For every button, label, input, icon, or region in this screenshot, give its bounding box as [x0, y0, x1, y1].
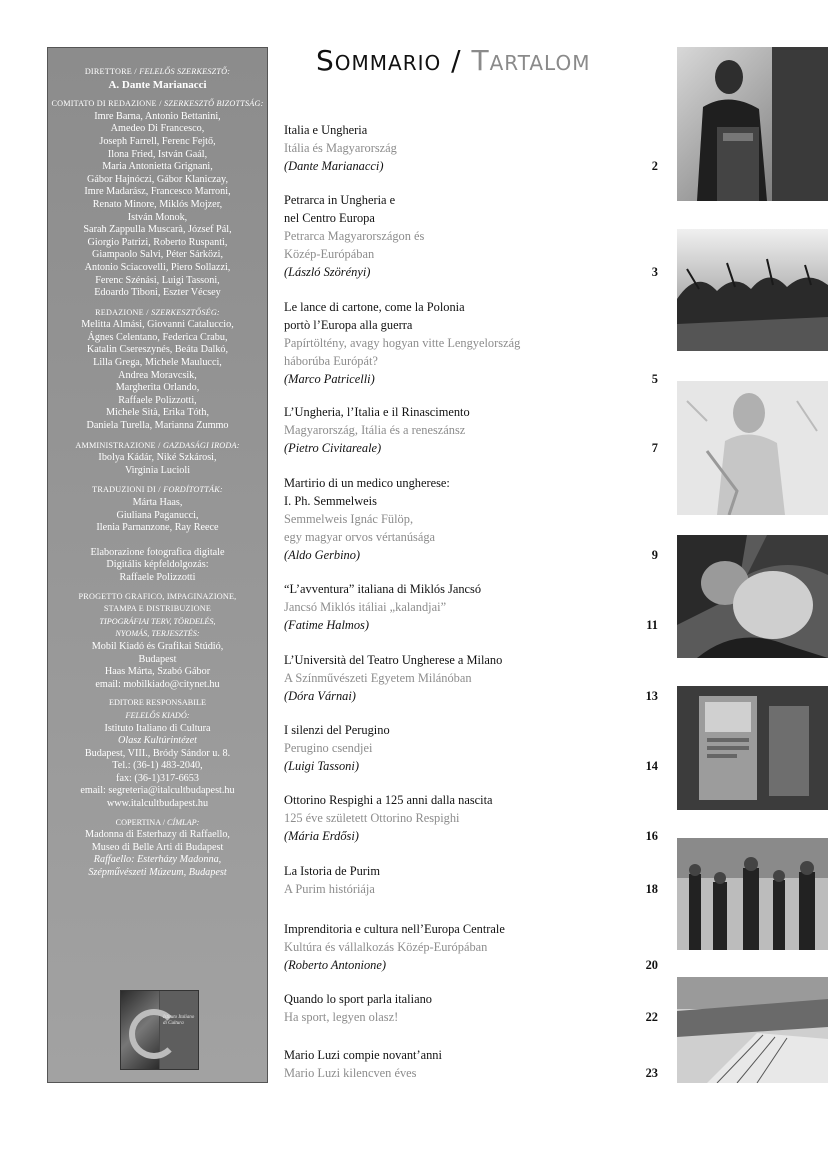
masthead-line: Ágnes Celentano, Federica Crabu, — [87, 331, 228, 343]
toc-entry[interactable] — [284, 990, 658, 1026]
masthead-block — [48, 97, 267, 300]
toc-page-number: 9 — [651, 548, 658, 562]
toc-author: (László Szörényi) — [284, 265, 371, 279]
heading-separator: / — [155, 439, 163, 450]
toc-entry[interactable] — [284, 1046, 658, 1082]
masthead-heading — [48, 306, 267, 320]
toc-entry[interactable] — [284, 121, 658, 175]
masthead-heading-hu: NYOMÁS, TERJESZTÉS: — [115, 629, 200, 639]
masthead-line: Budapest, VIII., Bródy Sándor u. 8. — [84, 747, 231, 759]
toc-page-number: 20 — [645, 958, 658, 972]
masthead-panel — [47, 47, 268, 1083]
masthead-heading-hu: GAZDASÁGI IRODA: — [162, 440, 240, 450]
logo-lettering: Istituto Italiano di Cultura — [163, 1015, 195, 1026]
toc-title-italian: Le lance di cartone, come la Polonia — [284, 300, 465, 314]
toc-page-number: 3 — [651, 265, 658, 279]
masthead-line: Gábor Hajnóczi, Gábor Klaniczay, — [86, 173, 229, 185]
masthead-line: Szépművészeti Múzeum, Budapest — [88, 867, 227, 879]
toc-entry[interactable] — [284, 298, 658, 388]
toc-entry[interactable] — [284, 791, 658, 845]
masthead-line: fax: (36-1)317-6653 — [116, 772, 199, 784]
toc-author: (Pietro Civitareale) — [284, 441, 382, 455]
masthead-heading-it: AMMINISTRAZIONE — [75, 440, 156, 450]
toc-title-italian: Italia e Ungheria — [284, 123, 368, 137]
masthead-line: Raffaele Polizzotti — [119, 571, 196, 583]
toc-title-hungarian: háborúba Európát? — [284, 354, 378, 368]
toc-title-italian: Imprenditoria e cultura nell’Europa Centrale — [284, 922, 505, 936]
masthead-heading — [48, 97, 267, 111]
toc-title-hungarian: 125 éve született Ottorino Respighi — [284, 811, 460, 825]
toc-title-italian: Martirio di un medico ungherese: — [284, 476, 450, 490]
toc-page-number: 5 — [651, 372, 658, 386]
toc-title-hungarian: Papírtöltény, avagy hogyan vitte Lengyelország — [284, 336, 521, 350]
title-italian: Sommario — [316, 44, 442, 77]
photo-speaker — [677, 47, 828, 201]
masthead-line: Melitta Almási, Giovanni Cataluccio, — [81, 319, 234, 331]
toc-page-number: 13 — [645, 689, 658, 703]
toc-title-hungarian: A Színművészeti Egyetem Milánóban — [284, 671, 472, 685]
masthead-line: Istituto Italiano di Cultura — [104, 722, 211, 734]
photo-cavalry — [677, 229, 828, 351]
masthead-heading: STAMPA E DISTRIBUZIONE — [103, 604, 212, 614]
masthead-line: www.italcultbudapest.hu — [106, 798, 209, 810]
toc-title-hungarian: egy magyar orvos vértanúsága — [284, 530, 436, 544]
toc-title-hungarian: Petrarca Magyarországon és — [284, 229, 425, 243]
masthead-heading-hu: FELELŐS KIADÓ: — [125, 710, 190, 720]
masthead-heading-it: TRADUZIONI DI — [92, 485, 156, 495]
masthead-line: Ferenc Szénási, Luigi Tassoni, — [95, 274, 220, 286]
masthead-heading — [48, 65, 267, 79]
toc-page-number: 22 — [645, 1010, 658, 1024]
masthead-heading-it: REDAZIONE — [95, 307, 144, 317]
masthead-heading — [48, 439, 267, 453]
toc-title-italian: I silenzi del Perugino — [284, 723, 390, 737]
masthead-line: Antonio Sciacovelli, Piero Sollazzi, — [84, 261, 231, 273]
toc-title-italian: L’Ungheria, l’Italia e il Rinascimento — [284, 405, 470, 419]
toc-title-italian: Ottorino Respighi a 125 anni dalla nascita — [284, 793, 493, 807]
masthead-heading-hu: FELELŐS SZERKESZTŐ: — [139, 67, 231, 76]
toc-entry[interactable] — [284, 191, 658, 281]
toc-entry[interactable] — [284, 721, 658, 775]
masthead-heading-hu: SZERKESZTŐ BIZOTTSÁG: — [164, 99, 264, 109]
toc-title-hungarian: Kultúra és vállalkozás Közép-Európában — [284, 940, 488, 954]
toc-author: (Roberto Antonione) — [284, 958, 386, 972]
masthead-line: Budapest — [138, 653, 177, 665]
toc-title-italian: Quando lo sport parla italiano — [284, 992, 432, 1006]
masthead-line: Elaborazione fotografica digitale — [90, 546, 225, 558]
title-separator: / — [441, 44, 472, 77]
masthead-block — [48, 483, 267, 534]
masthead-line: Digitális képfeldolgozás: — [106, 559, 209, 571]
toc-author: (Dante Marianacci) — [284, 159, 384, 173]
masthead-block — [48, 65, 267, 91]
heading-separator: / — [156, 98, 165, 109]
masthead-publisher — [48, 697, 267, 810]
masthead-heading-hu: SZERKESZTŐSÉG: — [151, 307, 220, 317]
masthead-line: Giorgio Patrizi, Roberto Ruspanti, — [87, 236, 228, 248]
masthead-line: Lilla Grega, Michele Maulucci, — [93, 357, 222, 369]
toc-author: (Aldo Gerbino) — [284, 548, 361, 562]
toc-title-hungarian: Itália és Magyarország — [284, 141, 397, 155]
masthead-line: Giampaolo Salvi, Péter Sárközi, — [92, 249, 223, 261]
masthead-line: Imre Madarász, Francesco Marroni, — [84, 186, 231, 198]
masthead-line: Mobil Kiadó és Grafikai Stúdió, — [91, 640, 224, 652]
toc-title-italian: Mario Luzi compie novant’anni — [284, 1048, 442, 1062]
masthead-line: Maria Antonietta Grignani, — [102, 161, 213, 173]
masthead-heading-hu: TIPOGRÁFIAI TERV, TÖRDELÉS, — [99, 616, 216, 626]
toc-title-italian: I. Ph. Semmelweis — [284, 494, 377, 508]
masthead-line: Tel.: (36-1) 483-2040, — [112, 760, 203, 772]
masthead-heading-it: COPERTINA — [115, 817, 161, 827]
masthead-heading-hu: FORDÍTOTTÁK: — [163, 485, 223, 495]
toc-title-italian: L’Università del Teatro Ungherese a Milano — [284, 653, 503, 667]
masthead-line: Renato Minore, Miklós Mojzer, — [92, 198, 223, 210]
masthead-line: Haas Márta, Szabó Gábor — [104, 666, 211, 678]
masthead-line: A. Dante Marianacci — [108, 78, 207, 91]
toc-title-hungarian: Semmelweis Ignác Fülöp, — [284, 512, 414, 526]
toc-title-italian: La Istoria de Purim — [284, 864, 381, 878]
masthead-line: Michele Sità, Erika Tóth, — [105, 407, 210, 419]
masthead-line: Raffaele Polizzotti, — [118, 394, 197, 406]
masthead-line: Amedeo Di Francesco, — [110, 123, 205, 135]
photo-portrait-sketch — [677, 381, 828, 515]
photo-stadium — [677, 977, 828, 1083]
heading-separator: / — [131, 66, 140, 76]
masthead-line: email: mobilkiado@citynet.hu — [95, 678, 220, 690]
photo-film-still — [677, 535, 828, 658]
masthead-heading-it: DIRETTORE — [84, 67, 132, 76]
toc-page-number: 23 — [645, 1066, 658, 1080]
masthead-line: Virginia Lucioli — [124, 464, 191, 476]
toc-title-hungarian: Magyarország, Itália és a reneszánsz — [284, 423, 466, 437]
toc-page-number: 16 — [645, 829, 658, 843]
toc-author: (Luigi Tassoni) — [284, 759, 359, 773]
masthead-heading-it: COMITATO DI REDAZIONE — [51, 99, 157, 109]
masthead-line: Joseph Farrell, Ferenc Fejtő, — [99, 135, 216, 147]
masthead-line: Museo di Belle Arti di Budapest — [91, 841, 224, 853]
toc-title-hungarian: Jancsó Miklós itáliai „kalandjai” — [284, 600, 447, 614]
masthead-line: Imre Barna, Antonio Bettanini, — [94, 110, 221, 122]
toc-author: (Mária Erdősi) — [284, 829, 359, 843]
heading-separator: / — [160, 817, 168, 827]
page-title — [316, 44, 590, 77]
masthead-line: email: segreteria@italcultbudapest.hu — [80, 785, 235, 797]
toc-entry[interactable] — [284, 403, 658, 457]
toc-title-hungarian: Ha sport, legyen olasz! — [284, 1010, 399, 1024]
toc-author: (Marco Patricelli) — [284, 372, 375, 386]
masthead-photo-credit — [48, 547, 267, 585]
toc-title-italian: nel Centro Europa — [284, 211, 375, 225]
masthead-line: Margherita Orlando, — [115, 382, 200, 394]
masthead-line: István Monok, — [127, 211, 188, 223]
masthead-line: Olasz Kultúrintézet — [118, 735, 197, 747]
photo-crowd — [677, 838, 828, 950]
masthead-line: Raffaello: Esterházy Madonna, — [93, 854, 222, 866]
toc-author: (Dóra Várnai) — [284, 689, 356, 703]
masthead-line: Sarah Zappulla Muscarà, József Pál, — [83, 224, 232, 236]
title-hungarian: Tartalom — [471, 44, 591, 77]
masthead-graphic — [48, 591, 267, 692]
toc-page-number: 7 — [651, 441, 658, 455]
masthead-heading — [48, 483, 267, 497]
masthead-block — [48, 439, 267, 478]
masthead-heading: PROGETTO GRAFICO, IMPAGINAZIONE, — [78, 591, 237, 601]
masthead-cover — [48, 817, 267, 880]
masthead-line: Daniela Turella, Marianna Zummo — [86, 420, 229, 432]
toc-title-italian: portò l’Europa alla guerra — [284, 318, 413, 332]
toc-title-italian: Petrarca in Ungheria e — [284, 193, 396, 207]
masthead-line: Edoardo Tiboni, Eszter Vécsey — [94, 287, 221, 299]
masthead-heading: EDITORE RESPONSABILE — [109, 698, 206, 708]
toc-page-number: 2 — [651, 159, 658, 173]
toc-page-number: 11 — [646, 618, 658, 632]
toc-entry[interactable] — [284, 651, 658, 705]
masthead-heading-hu: CÍMLAP: — [167, 817, 200, 827]
toc-title-hungarian: Mario Luzi kilencven éves — [284, 1066, 417, 1080]
masthead-line: Andrea Moravcsik, — [118, 369, 197, 381]
heading-separator: / — [143, 306, 152, 317]
masthead-block — [48, 306, 267, 433]
toc-title-hungarian: A Purim históriája — [284, 882, 375, 896]
masthead-line: Ilona Fried, István Gaál, — [107, 148, 208, 160]
masthead-line: Ibolya Kádár, Niké Szkárosi, — [98, 452, 217, 464]
masthead-line: Ilenia Parnanzone, Ray Reece — [96, 522, 219, 534]
institute-logo — [120, 990, 199, 1070]
toc-title-hungarian: Közép-Európában — [284, 247, 375, 261]
toc-entry[interactable] — [284, 862, 658, 898]
toc-page-number: 18 — [645, 882, 658, 896]
toc-entry[interactable] — [284, 580, 658, 634]
masthead-line: Madonna di Esterhazy di Raffaello, — [85, 829, 230, 841]
masthead-line: Márta Haas, — [132, 497, 183, 508]
masthead-line: Katalin Csereszynés, Beáta Dalkó, — [86, 344, 229, 356]
toc-title-italian: “L’avventura” italiana di Miklós Jancsó — [284, 582, 482, 596]
toc-author: (Fatime Halmos) — [284, 618, 369, 632]
photo-exhibition — [677, 686, 828, 810]
masthead-line: Giuliana Paganucci, — [116, 509, 199, 521]
toc-page-number: 14 — [645, 759, 658, 773]
toc-entry[interactable] — [284, 474, 658, 564]
masthead-heading — [48, 817, 267, 830]
toc-title-hungarian: Perugino csendjei — [284, 741, 373, 755]
toc-entry[interactable] — [284, 920, 658, 974]
heading-separator: / — [155, 484, 164, 495]
